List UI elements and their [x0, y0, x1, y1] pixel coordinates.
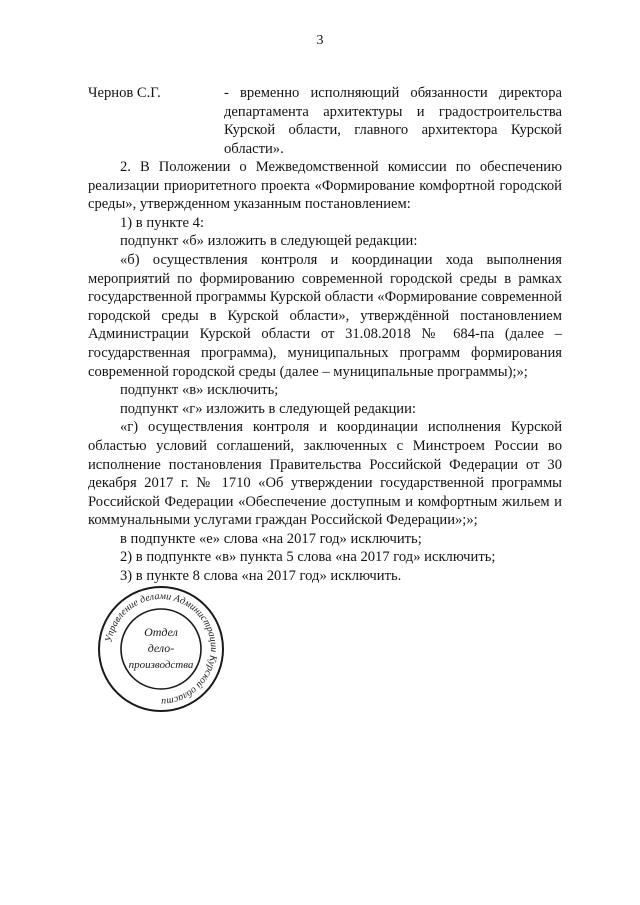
paragraph-section-2: 2. В Положении о Межведомственной комиссии по обеспечению реализации приоритетного проекта «Формирование комфортной городской среды», утвержденном указанным постановлением: [88, 159, 562, 213]
member-role-line: Курской области, главного архитектора Курской [224, 122, 562, 139]
document-body [88, 158, 562, 586]
paragraph-subitem-g-text: «г) осуществления контроля и координации исполнения Курской областью условий соглашений, заключенных с Минстроем России во исполнение постановления Правительства Российской Федерации от 30 декабря 2017 г. № 1710 «Об утверждении государственной программы Российской Федерации «Обеспечение доступным и комфортным жильем и коммунальными услугами граждан Российской Федерации»;»; [88, 419, 562, 529]
office-stamp [96, 584, 226, 714]
paragraph-subitem-b-text: «б) осуществления контроля и координации хода выполнения мероприятий по формированию современной городской среды в рамках государственной программы Курской области «Формирование современной городской среды в Курской области», утверждённой постановлением Администрации Курской области от 31.08.2018 № 684-па (далее – государственная программа), муниципальных программ формирования современной городской среды (далее – муниципальные программы);»; [88, 251, 562, 380]
paragraph-item-2: 2) в подпункте «в» пункта 5 слова «на 2017 год» исключить; [120, 549, 496, 566]
stamp-center-line: производства [128, 659, 194, 671]
stamp-center-line: дело- [147, 641, 175, 655]
member-role [224, 84, 562, 158]
stamp-ring-text: Управление делами Администрации Курской области [103, 590, 220, 708]
paragraph-item-3: 3) в пункте 8 слова «на 2017 год» исключить. [120, 568, 402, 585]
paragraph-item-1: 1) в пункте 4: [120, 214, 205, 231]
paragraph-subitem-e: в подпункте «е» слова «на 2017 год» исключить; [120, 530, 422, 547]
paragraph-subitem-g-heading: подпункт «г» изложить в следующей редакции: [120, 400, 416, 417]
member-role-line: - временно исполняющий обязанности директора [224, 85, 562, 101]
paragraph-subitem-b-heading: подпункт «б» изложить в следующей редакции: [120, 233, 418, 250]
member-role-line: области». [224, 140, 284, 157]
paragraph-subitem-v: подпункт «в» исключить; [120, 382, 279, 399]
stamp-center-line: Отдел [144, 625, 178, 639]
page-number: 3 [316, 33, 324, 48]
member-role-line: департамента архитектуры и градостроительства [224, 103, 562, 120]
member-name: Чернов С.Г. [88, 85, 161, 101]
